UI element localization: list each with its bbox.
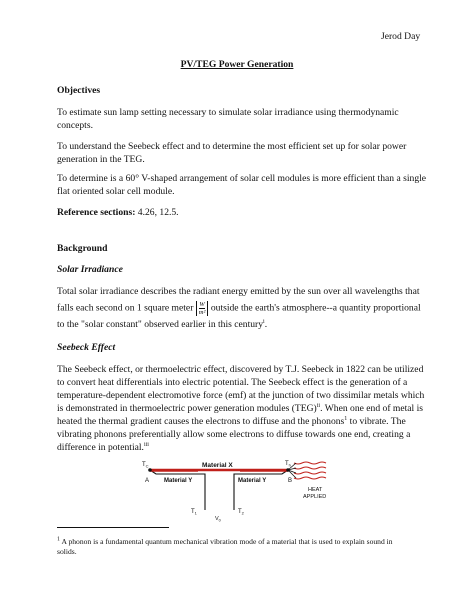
reference-label: Reference sections: <box>57 207 136 218</box>
seebeck-line-5: heated the thermal gradient causes the electrons to diffuse and the phonons$^1$ to vibrate. The <box>57 415 406 427</box>
footnote-1-continued: solids. <box>57 547 77 556</box>
page-title: PV/TEG Power Generation <box>180 59 294 70</box>
solar-line-2-end: outside the earth's atmosphere--a quantity proportional <box>208 302 421 314</box>
reference-value: 4.26, 12.5. <box>135 207 179 218</box>
label-material-y-left: Material Y <box>164 478 193 484</box>
solar-irradiance-heading: Solar Irradiance <box>57 264 123 275</box>
objective-item-1: To estimate sun lamp setting necessary to simulate solar irradiance using thermodynamic concepts. <box>57 107 399 131</box>
unit-fraction <box>196 301 209 316</box>
footnote-1 <box>57 537 393 547</box>
background-heading: Background <box>57 243 108 254</box>
label-material-x: Material X <box>202 462 233 469</box>
endnote-ref-iii: iii <box>143 441 149 448</box>
footnote-mark: 1 <box>57 536 60 543</box>
unit-fraction-denominator: m² <box>198 309 206 316</box>
junction-a <box>148 468 152 472</box>
label-b: B <box>288 478 293 484</box>
label-v0: $V_0$ <box>215 516 221 523</box>
heat-arrows <box>294 462 326 479</box>
seebeck-line-4: is demonstrated in thermoelectric power generation modules (TEG)$^{ii}$. When one end of metal is <box>57 402 424 414</box>
solar-line-2-start: falls each second on 1 square meter <box>57 302 196 314</box>
label-tc: $T_C$ <box>142 462 149 469</box>
label-heat: HEAT <box>308 487 323 493</box>
endnote-ref-i: i <box>263 318 265 325</box>
endnote-ref-ii: ii <box>316 402 321 409</box>
seebeck-effect-heading: Seebeck Effect <box>57 342 116 353</box>
label-t2: $T_2$ <box>238 509 244 516</box>
seebeck-thermocouple-diagram <box>130 458 360 524</box>
solar-line-2 <box>57 301 421 316</box>
footnote-ref-1: 1 <box>344 415 348 422</box>
material-y-left-wire <box>150 470 205 510</box>
footnote-text: A phonon is a fundamental quantum mechanical vibration mode of a material that is used to explain sound in <box>60 537 393 546</box>
solar-line-3-text: to the "solar constant" observed earlier in this century <box>57 319 264 330</box>
header-author: Jerod Day <box>381 31 421 42</box>
objective-item-3: To determine is a 60° V-shaped arrangement of solar cell modules is more efficient than a single flat oriented solar cell module. <box>57 173 427 197</box>
seebeck-line-6: vibrating phonons preferentially allow some electrons to diffuse towards one end, creating a <box>57 429 411 440</box>
objective-item-2: To understand the Seebeck effect and to determine the most efficient set up for solar power generation in the TEG. <box>57 141 407 165</box>
material-y-right-wire <box>234 470 288 510</box>
seebeck-line-3: temperature-dependent electromotive force (emf) at the junction of two dissimilar metals which <box>57 390 425 401</box>
label-a: A <box>145 478 150 484</box>
seebeck-line-7: difference in potential.$^{iii}$ <box>57 441 149 453</box>
solar-line-3: to the "solar constant" observed earlier in this century$^i$. <box>57 318 268 330</box>
solar-line-1: Total solar irradiance describes the radiant energy emitted by the sun over all wavelengths that <box>57 286 420 297</box>
label-material-y-right: Material Y <box>238 478 267 484</box>
label-t1: $T_1$ <box>191 509 197 516</box>
label-th: $T_h$ <box>285 461 291 468</box>
reference-sections <box>57 206 179 219</box>
label-applied: APPLIED <box>303 494 327 500</box>
objectives-heading: Objectives <box>57 85 101 96</box>
footnote-divider <box>57 527 169 528</box>
unit-fraction-numerator: W <box>199 301 205 308</box>
seebeck-line-2: to convert heat differentials into electric potential. The Seebeck effect is the generation of a <box>57 377 408 388</box>
seebeck-line-1: The Seebeck effect, or thermoelectric effect, discovered by T.J. Seebeck in 1822 can be utilized <box>57 364 424 375</box>
